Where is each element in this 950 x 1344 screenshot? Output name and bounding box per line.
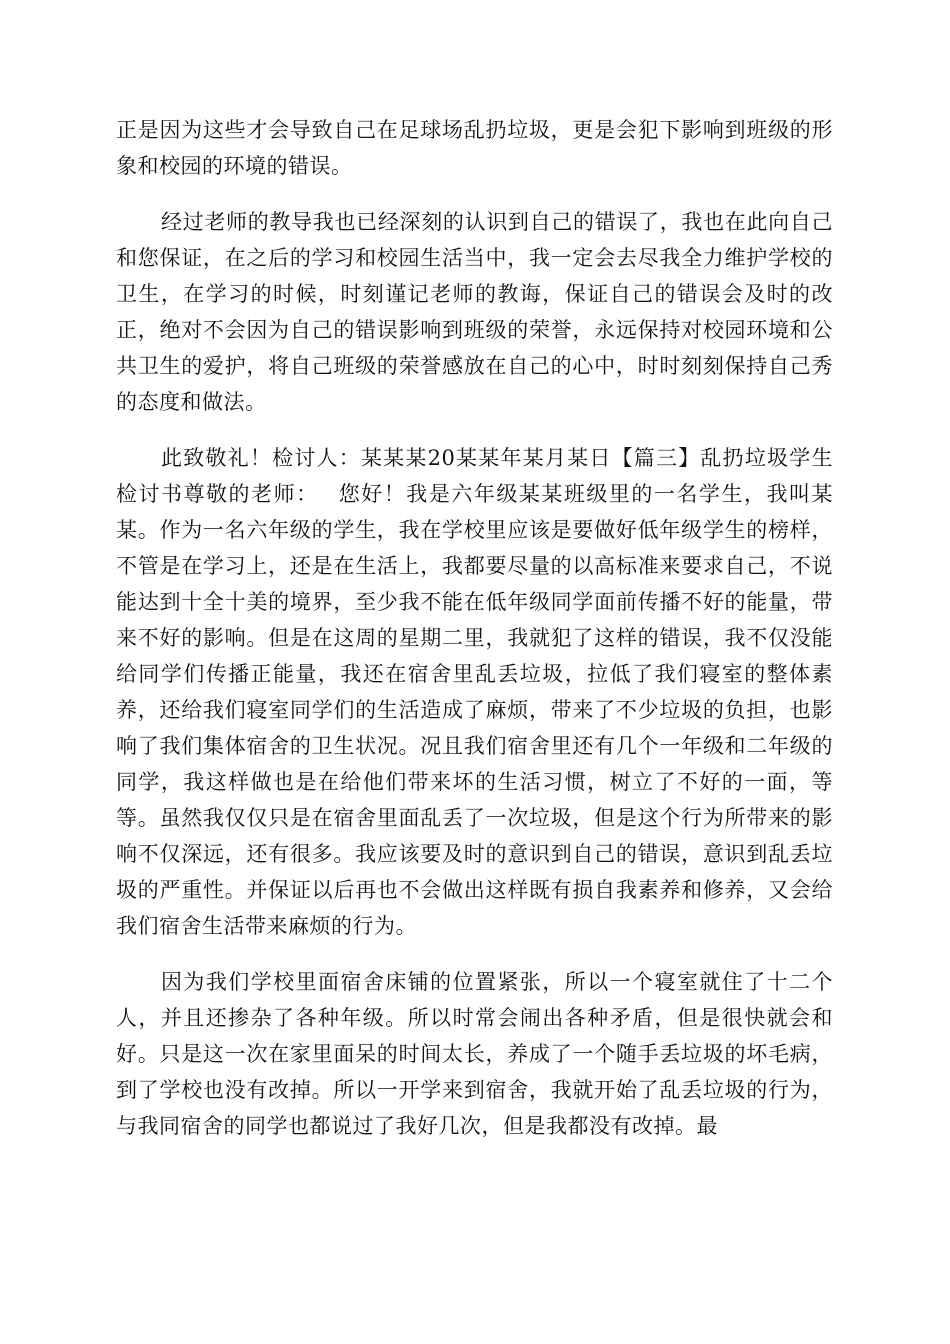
paragraph-dorm-explanation: 因为我们学校里面宿舍床铺的位置紧张，所以一个寝室就住了十二个人，并且还掺杂了各种年级。所以时常会闹出各种矛盾，但是很快就会和好。只是这一次在家里面呆的时间太长，养成了一个随手丢垃圾的坏毛病，到了学校也没有改掉。所以一开学来到宿舍，我就开始了乱丢垃圾的行为，与我同宿舍的同学也都说过了我好几次，但是我都没有改掉。最	[116, 970, 833, 1138]
paragraph-closing-and-second-letter: 此致敬礼！检讨人：某某某20某某年某月某日【篇三】乱扔垃圾学生检讨书尊敬的老师： 您好！我是六年级某某班级里的一名学生，我叫某某。作为一名六年级的学生，我在学校里应该是要做好低年级学生的榜样，不管是在学习上，还是在生活上，我都要尽量的以高标准来要求自己，不说能达到十全十美的境界，至少我不能在低年级同学面前传播不好的能量，带来不好的影响。但是在这周的星期二里，我就犯了这样的错误，我不仅没能给同学们传播正能量，我还在宿舍里乱丢垃圾，拉低了我们寝室的整体素养，还给我们寝室同学们的生活造成了麻烦，带来了不少垃圾的负担，也影响了我们集体宿舍的卫生状况。况且我们宿舍里还有几个一年级和二年级的同学，我这样做也是在给他们带来坏的生活习惯，树立了不好的一面，等等。虽然我仅仅只是在宿舍里面乱丢了一次垃圾，但是这个行为所带来的影响不仅深远，还有很多。我应该要及时的意识到自己的错误，意识到乱丢垃圾的严重性。并保证以后再也不会做出这样既有损自我素养和修养，又会给我们宿舍生活带来麻烦的行为。	[116, 446, 833, 938]
paragraph-continuation: 正是因为这些才会导致自己在足球场乱扔垃圾，更是会犯下影响到班级的形象和校园的环境的错误。	[116, 118, 833, 178]
paragraph-promise: 经过老师的教导我也已经深刻的认识到自己的错误了，我也在此向自己和您保证，在之后的学习和校园生活当中，我一定会去尽我全力维护学校的卫生，在学习的时候，时刻谨记老师的教诲，保证自己的错误会及时的改正，绝对不会因为自己的错误影响到班级的荣誉，永远保持对校园环境和公共卫生的爱护，将自己班级的荣誉感放在自己的心中，时时刻刻保持自己秀的态度和做法。	[116, 210, 833, 414]
document-body	[116, 112, 833, 1164]
